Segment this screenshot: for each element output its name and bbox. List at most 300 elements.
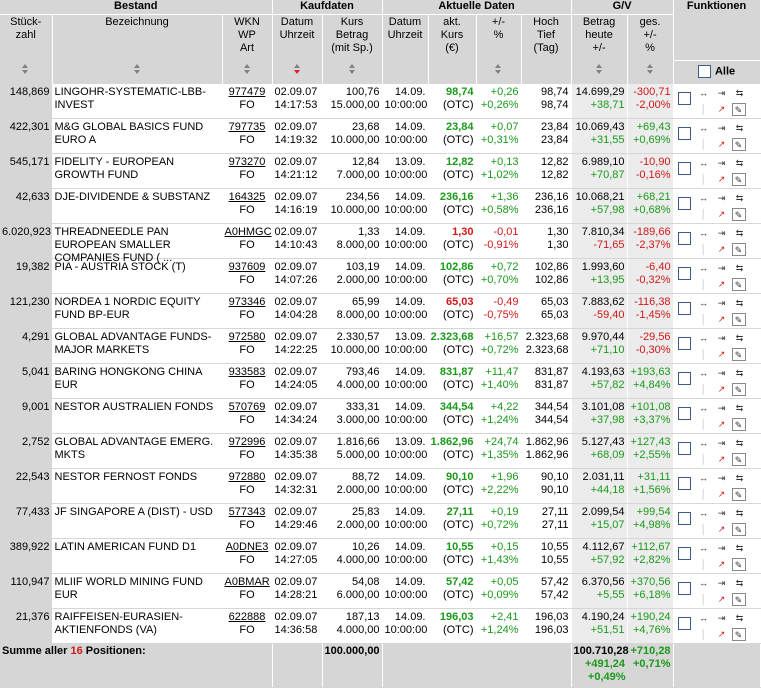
wp-art: FO [239, 623, 255, 636]
export-icon[interactable]: ⇥ [717, 332, 726, 343]
chart-icon[interactable]: ↗ [717, 208, 726, 219]
wp-art: FO [239, 588, 255, 601]
edit-icon[interactable]: ✎ [732, 208, 746, 221]
stueckzahl: 2,752 [0, 433, 52, 468]
row-functions [673, 84, 760, 119]
edit-icon[interactable]: ✎ [732, 138, 746, 151]
row-checkbox[interactable] [678, 92, 691, 105]
link-chain-icon[interactable]: ↔ [699, 507, 709, 518]
table-row [0, 153, 760, 188]
transfer-icon[interactable]: ⇆ [735, 507, 744, 518]
kauf-kurs: 12,84 7.000,00 [322, 153, 382, 188]
wp-art: FO [239, 518, 255, 531]
wp-art: FO [239, 238, 255, 251]
hoch-tief: 23,84 23,84 [521, 118, 571, 153]
hoch-tief: 12,82 12,82 [521, 153, 571, 188]
transfer-icon[interactable]: ⇆ [735, 367, 744, 378]
akt-plusminus: +2,41 +1,24% [476, 608, 521, 643]
col-betrag: Betrag heute +/- [571, 15, 627, 61]
sort-akt-plusminus[interactable] [476, 60, 521, 84]
row-checkbox[interactable] [678, 547, 691, 560]
sort-arrows-icon[interactable] [595, 63, 604, 76]
wkn-link[interactable]: 797735 [228, 120, 266, 133]
row-checkbox[interactable] [678, 582, 691, 595]
akt-kurs: 831,87 (OTC) [428, 363, 476, 398]
kauf-datum: 02.09.07 14:29:46 [272, 503, 322, 538]
info-icon[interactable]: │ [700, 383, 707, 394]
group-gv: G/V [571, 0, 673, 15]
transfer-icon[interactable]: ⇆ [735, 332, 744, 343]
export-icon[interactable]: ⇥ [717, 437, 726, 448]
akt-kurs: 2.323,68 (OTC) [428, 328, 476, 363]
info-icon[interactable]: │ [700, 313, 707, 324]
hoch-tief: 10,55 10,55 [521, 538, 571, 573]
wkn-link[interactable]: A0DNE3 [225, 540, 269, 553]
table-row [0, 468, 760, 503]
ges-plusminus: -29,56 -0,30% [627, 328, 673, 363]
kauf-datum: 02.09.07 14:19:32 [272, 118, 322, 153]
akt-plusminus: +24,74 +1,35% [476, 433, 521, 468]
akt-plusminus: +0,72 +0,70% [476, 258, 521, 293]
ges-plusminus: +112,67 +2,82% [627, 538, 673, 573]
betrag-heute: 4.112,67 +57,92 [571, 538, 627, 573]
table-row [0, 223, 760, 258]
betrag-heute: 7.810,34 -71,65 [571, 223, 627, 258]
ges-plusminus: -189,66 -2,37% [627, 223, 673, 258]
link-chain-icon[interactable]: ↔ [699, 192, 709, 203]
export-icon[interactable]: ⇥ [717, 507, 726, 518]
kauf-datum: 02.09.07 14:16:19 [272, 188, 322, 223]
stueckzahl: 19,382 [0, 258, 52, 293]
fund-name: FIDELITY - EUROPEAN GROWTH FUND [52, 153, 222, 188]
stueckzahl: 9,001 [0, 398, 52, 433]
row-checkbox[interactable] [678, 232, 691, 245]
kauf-kurs: 234,56 10.000,00 [322, 188, 382, 223]
sort-arrows-icon[interactable] [243, 63, 252, 76]
chart-icon[interactable]: ↗ [717, 138, 726, 149]
betrag-heute: 2.099,54 +15,07 [571, 503, 627, 538]
transfer-icon[interactable]: ⇆ [735, 402, 744, 413]
hoch-tief: 2.323,68 2.323,68 [521, 328, 571, 363]
row-checkbox[interactable] [678, 197, 691, 210]
info-icon[interactable]: │ [700, 243, 707, 254]
link-chain-icon[interactable]: ↔ [699, 157, 709, 168]
fund-name: NORDEA 1 NORDIC EQUITY FUND BP-EUR [52, 293, 222, 328]
sort-betrag[interactable] [571, 60, 627, 84]
row-functions [673, 363, 760, 398]
ges-plusminus: -300,71 -2,00% [627, 84, 673, 119]
akt-plusminus: +11,47 +1,40% [476, 363, 521, 398]
kauf-kurs: 103,19 2.000,00 [322, 258, 382, 293]
wkn-link[interactable]: A0BMAR [224, 575, 270, 588]
sort-arrows-active-icon[interactable] [293, 63, 302, 76]
info-icon[interactable]: │ [700, 138, 707, 149]
info-icon[interactable]: │ [700, 103, 707, 114]
export-icon[interactable]: ⇥ [717, 297, 726, 308]
transfer-icon[interactable]: ⇆ [735, 192, 744, 203]
akt-plusminus: -0,49 -0,75% [476, 293, 521, 328]
akt-datum: 14.09. 10:00:00 [382, 223, 428, 258]
wkn-link[interactable]: 164325 [228, 190, 266, 203]
kauf-kurs: 65,99 8.000,00 [322, 293, 382, 328]
export-icon[interactable]: ⇥ [717, 367, 726, 378]
chart-icon[interactable]: ↗ [717, 418, 726, 429]
hoch-tief: 57,42 57,42 [521, 573, 571, 608]
betrag-heute: 6.989,10 +70,87 [571, 153, 627, 188]
group-aktuelle: Aktuelle Daten [382, 0, 571, 15]
link-chain-icon[interactable]: ↔ [699, 577, 709, 588]
col-stueckzahl: Stück- zahl [0, 15, 52, 61]
sort-bezeichnung[interactable] [52, 60, 222, 84]
select-all[interactable]: Alle [673, 60, 760, 84]
hoch-tief: 98,74 98,74 [521, 84, 571, 119]
ges-plusminus: +31,11 +1,56% [627, 468, 673, 503]
stueckzahl: 42,633 [0, 188, 52, 223]
chart-icon[interactable]: ↗ [717, 558, 726, 569]
info-icon[interactable]: │ [700, 523, 707, 534]
wkn-link[interactable]: A0HMGC [224, 225, 272, 238]
hoch-tief: 236,16 236,16 [521, 188, 571, 223]
edit-icon[interactable]: ✎ [732, 453, 746, 466]
akt-plusminus: +0,15 +1,43% [476, 538, 521, 573]
info-icon[interactable]: │ [700, 348, 707, 359]
row-checkbox[interactable] [678, 127, 691, 140]
chart-icon[interactable]: ↗ [717, 453, 726, 464]
kauf-kurs: 23,68 10.000,00 [322, 118, 382, 153]
transfer-icon[interactable]: ⇆ [735, 437, 744, 448]
wp-art: FO [239, 168, 255, 181]
stueckzahl: 545,171 [0, 153, 52, 188]
edit-icon[interactable]: ✎ [732, 628, 746, 641]
table-row [0, 503, 760, 538]
row-checkbox[interactable] [678, 407, 691, 420]
col-kauf-kurs: Kurs Betrag (mit Sp.) [322, 15, 382, 61]
transfer-icon[interactable]: ⇆ [735, 612, 744, 623]
akt-datum: 14.09. 10:00:00 [382, 258, 428, 293]
link-chain-icon[interactable]: ↔ [699, 612, 709, 623]
group-funktionen: Funktionen [673, 0, 760, 60]
akt-kurs: 12,82 (OTC) [428, 153, 476, 188]
wkn-link[interactable]: 972580 [228, 330, 266, 343]
sort-arrows-icon[interactable] [21, 63, 30, 76]
group-kaufdaten: Kaufdaten [272, 0, 382, 15]
link-chain-icon[interactable]: ↔ [699, 122, 709, 133]
link-chain-icon[interactable]: ↔ [699, 87, 709, 98]
table-row [0, 328, 760, 363]
table-row [0, 188, 760, 223]
kauf-kurs: 1,33 8.000,00 [322, 223, 382, 258]
row-functions [673, 328, 760, 363]
chart-icon[interactable]: ↗ [717, 313, 726, 324]
akt-datum: 14.09. 10:00:00 [382, 84, 428, 119]
link-chain-icon[interactable]: ↔ [699, 332, 709, 343]
chart-icon[interactable]: ↗ [717, 278, 726, 289]
row-checkbox[interactable] [678, 162, 691, 175]
akt-datum: 14.09. 10:00:00 [382, 538, 428, 573]
row-checkbox[interactable] [678, 477, 691, 490]
wkn-link[interactable]: 570769 [228, 400, 266, 413]
fund-name: LATIN AMERICAN FUND D1 [52, 538, 222, 573]
link-chain-icon[interactable]: ↔ [699, 367, 709, 378]
akt-kurs: 196,03 (OTC) [428, 608, 476, 643]
betrag-heute: 2.031,11 +44,18 [571, 468, 627, 503]
edit-icon[interactable]: ✎ [732, 523, 746, 536]
chart-icon[interactable]: ↗ [717, 103, 726, 114]
row-functions [673, 608, 760, 643]
ges-plusminus: -10,90 -0,16% [627, 153, 673, 188]
info-icon[interactable]: │ [700, 278, 707, 289]
table-row [0, 363, 760, 398]
kauf-kurs: 1.816,66 5.000,00 [322, 433, 382, 468]
hoch-tief: 65,03 65,03 [521, 293, 571, 328]
kauf-kurs: 333,31 3.000,00 [322, 398, 382, 433]
edit-icon[interactable]: ✎ [732, 173, 746, 186]
chart-icon[interactable]: ↗ [717, 383, 726, 394]
akt-kurs: 23,84 (OTC) [428, 118, 476, 153]
wkn-link[interactable]: 933583 [228, 365, 266, 378]
sort-arrows-icon[interactable] [646, 63, 655, 76]
akt-kurs: 10,55 (OTC) [428, 538, 476, 573]
hoch-tief: 1.862,96 1.862,96 [521, 433, 571, 468]
select-all-checkbox[interactable] [698, 65, 711, 78]
hoch-tief: 27,11 27,11 [521, 503, 571, 538]
betrag-heute: 4.193,63 +57,82 [571, 363, 627, 398]
kauf-datum: 02.09.07 14:27:05 [272, 538, 322, 573]
kauf-kurs: 25,83 2.000,00 [322, 503, 382, 538]
wkn-link[interactable]: 577343 [228, 505, 266, 518]
col-kauf-datum: Datum Uhrzeit [272, 15, 322, 61]
akt-plusminus: +0,05 +0,09% [476, 573, 521, 608]
hoch-tief: 831,87 831,87 [521, 363, 571, 398]
edit-icon[interactable]: ✎ [732, 383, 746, 396]
info-icon[interactable]: │ [700, 453, 707, 464]
fund-name: BARING HONGKONG CHINA EUR [52, 363, 222, 398]
link-chain-icon[interactable]: ↔ [699, 297, 709, 308]
stueckzahl: 148,869 [0, 84, 52, 119]
ges-plusminus: +69,43 +0,69% [627, 118, 673, 153]
row-checkbox[interactable] [678, 372, 691, 385]
wkn-link[interactable]: 972880 [228, 470, 266, 483]
akt-datum: 13.09. 10:00:00 [382, 153, 428, 188]
sort-arrows-icon[interactable] [348, 63, 357, 76]
row-functions [673, 503, 760, 538]
betrag-heute: 4.190,24 +51,51 [571, 608, 627, 643]
col-akt-plusminus: +/- % [476, 15, 521, 61]
info-icon[interactable]: │ [700, 593, 707, 604]
ges-plusminus: +190,24 +4,76% [627, 608, 673, 643]
export-icon[interactable]: ⇥ [717, 577, 726, 588]
kauf-datum: 02.09.07 14:32:31 [272, 468, 322, 503]
betrag-heute: 5.127,43 +68,09 [571, 433, 627, 468]
export-icon[interactable]: ⇥ [717, 87, 726, 98]
edit-icon[interactable]: ✎ [732, 488, 746, 501]
transfer-icon[interactable]: ⇆ [735, 262, 744, 273]
edit-icon[interactable]: ✎ [732, 348, 746, 361]
ges-plusminus: +99,54 +4,98% [627, 503, 673, 538]
kauf-datum: 02.09.07 14:34:24 [272, 398, 322, 433]
export-icon[interactable]: ⇥ [717, 612, 726, 623]
table-row [0, 398, 760, 433]
chart-icon[interactable]: ↗ [717, 243, 726, 254]
akt-plusminus: +0,07 +0,31% [476, 118, 521, 153]
info-icon[interactable]: │ [700, 173, 707, 184]
akt-kurs: 98,74 (OTC) [428, 84, 476, 119]
row-checkbox[interactable] [678, 442, 691, 455]
row-checkbox[interactable] [678, 302, 691, 315]
table-row [0, 573, 760, 608]
stueckzahl: 121,230 [0, 293, 52, 328]
ges-plusminus: +370,56 +6,18% [627, 573, 673, 608]
edit-icon[interactable]: ✎ [732, 278, 746, 291]
akt-datum: 14.09. 10:00:00 [382, 468, 428, 503]
link-chain-icon[interactable]: ↔ [699, 472, 709, 483]
stueckzahl: 77,433 [0, 503, 52, 538]
chart-icon[interactable]: ↗ [717, 523, 726, 534]
wp-art: FO [239, 273, 255, 286]
transfer-icon[interactable]: ⇆ [735, 122, 744, 133]
chart-icon[interactable]: ↗ [717, 488, 726, 499]
row-checkbox[interactable] [678, 617, 691, 630]
row-functions [673, 433, 760, 468]
betrag-heute: 10.069,43 +31,55 [571, 118, 627, 153]
ges-plusminus: +193,63 +4,84% [627, 363, 673, 398]
akt-datum: 14.09. 10:00:00 [382, 188, 428, 223]
export-icon[interactable]: ⇥ [717, 122, 726, 133]
akt-plusminus: +0,26 +0,26% [476, 84, 521, 119]
link-chain-icon[interactable]: ↔ [699, 402, 709, 413]
fund-name: GLOBAL ADVANTAGE FUNDS-MAJOR MARKETS [52, 328, 222, 363]
sort-stueckzahl[interactable] [0, 60, 52, 84]
chart-icon[interactable]: ↗ [717, 173, 726, 184]
fund-name: M&G GLOBAL BASICS FUND EURO A [52, 118, 222, 153]
betrag-heute: 14.699,29 +38,71 [571, 84, 627, 119]
info-icon[interactable]: │ [700, 488, 707, 499]
wp-art: FO [239, 483, 255, 496]
chart-icon[interactable]: ↗ [717, 628, 726, 639]
transfer-icon[interactable]: ⇆ [735, 297, 744, 308]
info-icon[interactable]: │ [700, 558, 707, 569]
table-row [0, 293, 760, 328]
info-icon[interactable]: │ [700, 628, 707, 639]
hoch-tief: 90,10 90,10 [521, 468, 571, 503]
export-icon[interactable]: ⇥ [717, 227, 726, 238]
akt-kurs: 344,54 (OTC) [428, 398, 476, 433]
row-checkbox[interactable] [678, 512, 691, 525]
link-chain-icon[interactable]: ↔ [699, 542, 709, 553]
kauf-datum: 02.09.07 14:35:38 [272, 433, 322, 468]
export-icon[interactable]: ⇥ [717, 157, 726, 168]
row-checkbox[interactable] [678, 337, 691, 350]
transfer-icon[interactable]: ⇆ [735, 87, 744, 98]
row-functions [673, 258, 760, 293]
sort-arrows-icon[interactable] [133, 63, 142, 76]
akt-kurs: 90,10 (OTC) [428, 468, 476, 503]
hoch-tief: 196,03 196,03 [521, 608, 571, 643]
link-chain-icon[interactable]: ↔ [699, 262, 709, 273]
row-functions [673, 223, 760, 258]
stueckzahl: 22,543 [0, 468, 52, 503]
wp-art: FO [239, 553, 255, 566]
wkn-link[interactable]: 973346 [228, 295, 266, 308]
wkn-link[interactable]: 977479 [228, 85, 266, 98]
export-icon[interactable]: ⇥ [717, 472, 726, 483]
edit-icon[interactable]: ✎ [732, 558, 746, 571]
info-icon[interactable]: │ [700, 208, 707, 219]
edit-icon[interactable]: ✎ [732, 103, 746, 116]
group-bestand: Bestand [0, 0, 272, 15]
transfer-icon[interactable]: ⇆ [735, 157, 744, 168]
akt-kurs: 65,03 (OTC) [428, 293, 476, 328]
wkn-link[interactable]: 937609 [228, 260, 266, 273]
summary-kauf-total: 100.000,00 [322, 643, 382, 687]
kauf-datum: 02.09.07 14:22:25 [272, 328, 322, 363]
wkn-link[interactable]: 973270 [228, 155, 266, 168]
wp-art: FO [239, 413, 255, 426]
edit-icon[interactable]: ✎ [732, 243, 746, 256]
akt-plusminus: +0,19 +0,72% [476, 503, 521, 538]
fund-name: DJE-DIVIDENDE & SUBSTANZ [52, 188, 222, 223]
edit-icon[interactable]: ✎ [732, 593, 746, 606]
betrag-heute: 3.101,08 +37,98 [571, 398, 627, 433]
betrag-heute: 10.068,21 +57,98 [571, 188, 627, 223]
stueckzahl: 5,041 [0, 363, 52, 398]
transfer-icon[interactable]: ⇆ [735, 577, 744, 588]
row-functions [673, 293, 760, 328]
transfer-icon[interactable]: ⇆ [735, 227, 744, 238]
sort-arrows-icon[interactable] [494, 63, 503, 76]
ges-plusminus: -116,38 -1,45% [627, 293, 673, 328]
sort-kauf-kurs[interactable] [322, 60, 382, 84]
kauf-kurs: 187,13 4.000,00 [322, 608, 382, 643]
transfer-icon[interactable]: ⇆ [735, 542, 744, 553]
table-row [0, 118, 760, 153]
table-row [0, 433, 760, 468]
stueckzahl: 422,301 [0, 118, 52, 153]
edit-icon[interactable]: ✎ [732, 313, 746, 326]
transfer-icon[interactable]: ⇆ [735, 472, 744, 483]
stueckzahl: 4,291 [0, 328, 52, 363]
wp-art: FO [239, 378, 255, 391]
wkn-link[interactable]: 622888 [228, 610, 266, 623]
chart-icon[interactable]: ↗ [717, 593, 726, 604]
akt-datum: 13.09. 10:00:00 [382, 328, 428, 363]
info-icon[interactable]: │ [700, 418, 707, 429]
kauf-kurs: 10,26 4.000,00 [322, 538, 382, 573]
summary-betrag: 100.710,28 +710,28 +491,24 +0,71% +0,49% [571, 643, 673, 687]
table-row [0, 84, 760, 119]
chart-icon[interactable]: ↗ [717, 348, 726, 359]
export-icon[interactable]: ⇥ [717, 262, 726, 273]
sort-wkn[interactable] [222, 60, 272, 84]
export-icon[interactable]: ⇥ [717, 542, 726, 553]
row-checkbox[interactable] [678, 267, 691, 280]
sort-kauf-datum[interactable] [272, 60, 322, 84]
link-chain-icon[interactable]: ↔ [699, 227, 709, 238]
export-icon[interactable]: ⇥ [717, 402, 726, 413]
akt-plusminus: -0,01 -0,91% [476, 223, 521, 258]
row-functions [673, 538, 760, 573]
hoch-tief: 1,30 1,30 [521, 223, 571, 258]
sort-ges[interactable] [627, 60, 673, 84]
row-functions [673, 468, 760, 503]
edit-icon[interactable]: ✎ [732, 418, 746, 431]
wkn-link[interactable]: 972996 [228, 435, 266, 448]
akt-kurs: 1,30 (OTC) [428, 223, 476, 258]
fund-name: NESTOR AUSTRALIEN FONDS [52, 398, 222, 433]
export-icon[interactable]: ⇥ [717, 192, 726, 203]
link-chain-icon[interactable]: ↔ [699, 437, 709, 448]
kauf-kurs: 88,72 2.000,00 [322, 468, 382, 503]
